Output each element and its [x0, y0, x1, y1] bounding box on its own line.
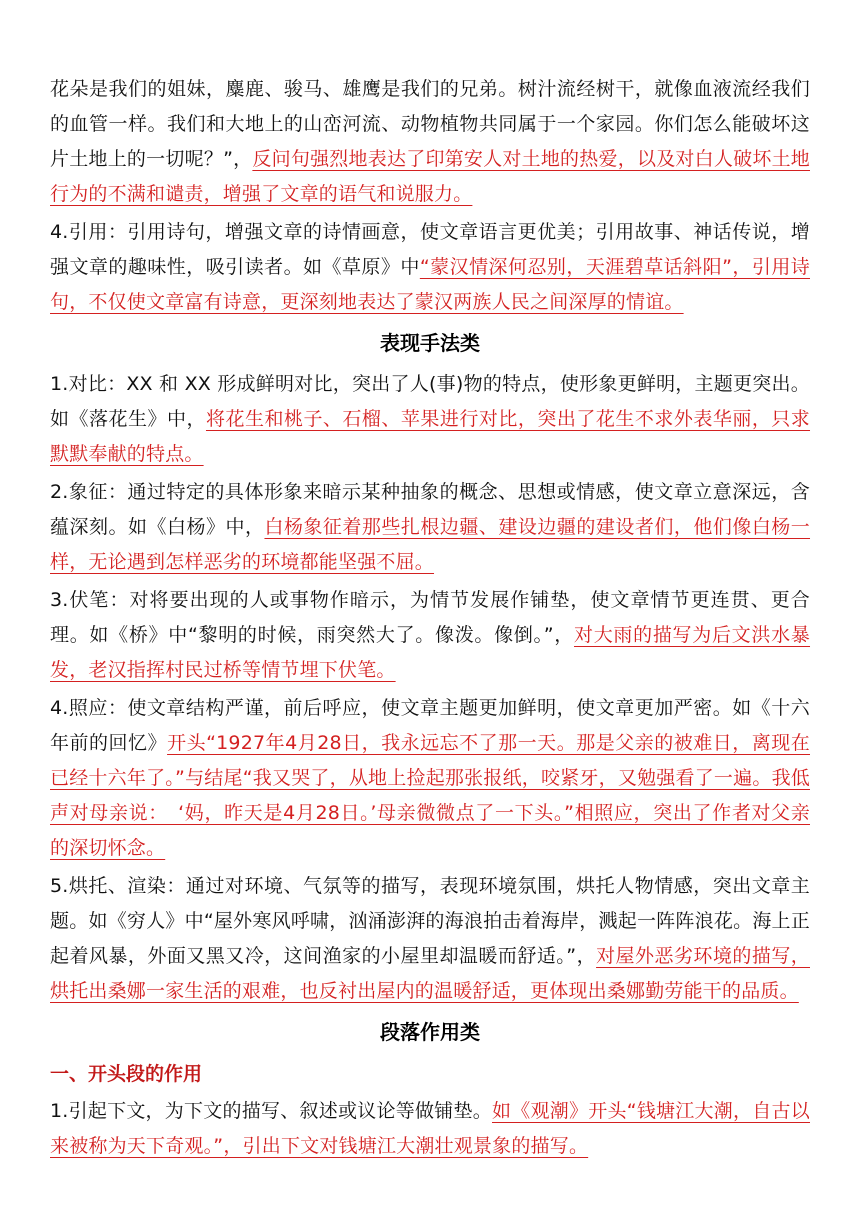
paragraph-symbolism [50, 475, 810, 580]
paragraph-foreshadowing [50, 583, 810, 688]
answer-annotation: “蒙汉情深何忍别，天涯碧草话斜阳”，引用诗句，不仅使文章富有诗意，更深刻地表达了蒙汉两族人民之间深厚的情谊。 [50, 256, 810, 313]
paragraph-lead-in [50, 1094, 810, 1164]
section-heading-expression-techniques: 表现手法类 [380, 331, 480, 355]
paragraph-quotation [50, 215, 810, 320]
paragraph-text: 5.烘托、渲染：通过对环境、气氛等的描写，表现环境氛围，烘托人物情感，突出文章主题。如《穷人》中“屋外寒风呼啸，汹涌澎湃的海浪拍击着海岸，溅起一阵阵浪花。海上正起着风暴，外面又黑又冷，这间渔家的小屋里却温暖而舒适。”， [50, 875, 810, 967]
paragraph-text: 花朵是我们的姐妹，麋鹿、骏马、雄鹰是我们的兄弟。树汁流经树干，就像血液流经我们的血管一样。我们和大地上的山峦河流、动物植物共同属于一个家园。你们怎么能破坏这片土地上的一切呢？”， [50, 78, 810, 170]
answer-annotation: 白杨象征着那些扎根边疆、建设边疆的建设者们，他们像白杨一样，无论遇到怎样恶劣的环境都能坚强不屈。 [50, 516, 811, 573]
subheading-opening-paragraph: 一、开头段的作用 [50, 1063, 203, 1085]
answer-annotation: 将花生和桃子、石榴、苹果进行对比，突出了花生不求外表华丽，只求默默奉献的特点。 [50, 408, 811, 465]
answer-annotation: 如《观潮》开头“钱塘江大潮，自古以来被称为天下奇观。”，引出下文对钱塘江大潮壮观景象的描写。 [50, 1100, 810, 1157]
paragraph-rhetorical-question [50, 72, 810, 212]
paragraph-text: 3.伏笔：对将要出现的人或事物作暗示，为情节发展作铺垫，使文章情节更连贯、更合理。如《桥》中“黎明的时候，雨突然大了。像泼。像倒。”， [50, 589, 810, 646]
answer-annotation: 对屋外恶劣环境的描写，烘托出桑娜一家生活的艰难，也反衬出屋内的温暖舒适，更体现出桑娜勤劳能干的品质。 [50, 945, 810, 1002]
answer-annotation: 反问句强烈地表达了印第安人对土地的热爱，以及对白人破坏土地行为的不满和谴责，增强了文章的语气和说服力。 [50, 148, 810, 205]
paragraph-text: 4.引用：引用诗句，增强文章的诗情画意，使文章语言更优美；引用故事、神话传说，增强文章的趣味性，吸引读者。如《草原》中 [50, 221, 810, 278]
answer-annotation: 开头“1927年4月28日，我永远忘不了那一天。那是父亲的被难日，离现在已经十六年了。”与结尾“我又哭了，从地上捡起那张报纸，咬紧牙，又勉强看了一遍。我低声对母亲说： ‘妈，昨天是4月28日。’母亲微微点了一下头。”相照应，突出了作者对父亲的深切怀念。 [50, 732, 810, 859]
paragraph-text: 4.照应：使文章结构严谨，前后呼应，使文章主题更加鲜明，使文章更加严密。如《十六年前的回忆》 [50, 697, 810, 754]
paragraph-text: 2.象征：通过特定的具体形象来暗示某种抽象的概念、思想或情感，使文章立意深远，含蕴深刻。如《白杨》中， [50, 481, 810, 538]
paragraph-text: 1.引起下文，为下文的描写、叙述或议论等做铺垫。 [50, 1100, 492, 1122]
paragraph-setting-off [50, 869, 810, 1009]
section-heading-paragraph-functions: 段落作用类 [380, 1020, 480, 1044]
paragraph-echo [50, 691, 810, 866]
paragraph-text: 1.对比：XX 和 XX 形成鲜明对比，突出了人(事)物的特点，使形象更鲜明，主题更突出。如《落花生》中， [50, 373, 810, 430]
paragraph-contrast [50, 367, 810, 472]
answer-annotation: 对大雨的描写为后文洪水暴发，老汉指挥村民过桥等情节埋下伏笔。 [50, 624, 811, 681]
